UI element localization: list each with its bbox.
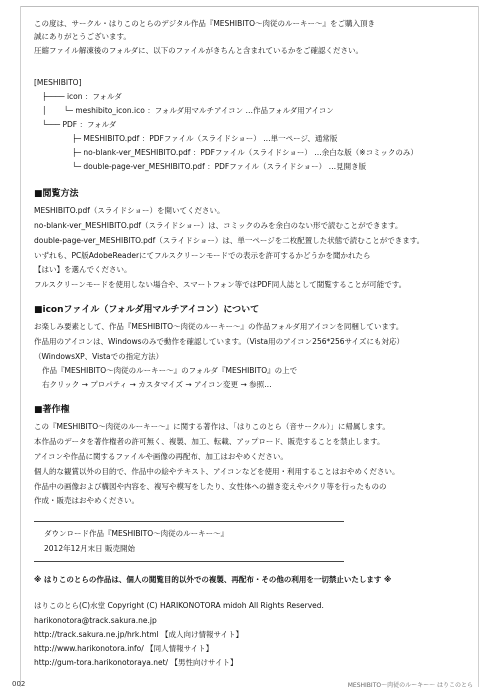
tree-pdf-file-3: └─ double-page-ver_MESHIBITO.pdf ：PDFファイル（スライドショー） …見開き版 <box>72 162 367 171</box>
page-border-left <box>20 6 21 687</box>
copyright-line-2: 本作品のデータを著作権者の許可無く、複製、加工、転載、アップロード、販売することを禁止します。 <box>34 437 385 446</box>
viewing-line-1: MESHIBITO.pdf（スライドショー）を開いてください。 <box>34 206 225 215</box>
page-number: 002 <box>12 680 26 688</box>
credits-link-2[interactable]: http://www.harikonotora.info/ 【同人情報サイト】 <box>34 644 214 653</box>
copyright-heading: ■著作権 <box>34 405 70 415</box>
tree-pdf-file-1: ├─ MESHIBITO.pdf ：PDFファイル（スライドショー） …単一ページ、通常版 <box>72 134 338 143</box>
intro-line-3: 圧縮ファイル解凍後のフォルダに、以下のファイルがきちんと含まれているかをご確認ください。 <box>34 46 364 55</box>
copyright-line-6: 作成・販売はおやめください。 <box>34 496 139 505</box>
credits-link-3[interactable]: http://gum-tora.harikonotoraya.net/ 【男性向けサイト】 <box>34 658 238 667</box>
icon-section-heading: ■iconファイル（フォルダ用マルチアイコン）について <box>34 305 260 315</box>
divider-top <box>34 521 344 522</box>
copyright-line-1: この『MESHIBITO～肉従のルーキー～』に関する著作は、「はりこのとら（音サークル）」に帰属します。 <box>34 422 390 431</box>
credits-link-1[interactable]: http://track.sakura.ne.jp/hrk.html 【成人向け情報サイト】 <box>34 630 244 639</box>
icon-line-4: 作品『MESHIBITO～肉従のルーキー～』のフォルダ『MESHIBITO』の上で <box>42 366 298 375</box>
icon-line-2: 作品用のアイコンは、Windowsのみで動作を確認しています。（Vista用のアイコン256*256サイズにも対応） <box>34 337 404 346</box>
viewing-heading: ■閲覧方法 <box>34 189 79 199</box>
viewing-line-4: いずれも、PC版AdobeReaderにてフルスクリーンモードでの表示を許可するかどうかを聞かれたら <box>34 251 371 260</box>
viewing-line-5: 【はい】を選んでください。 <box>34 265 132 274</box>
viewing-line-2: no-blank-ver_MESHIBITO.pdf（スライドショー）は、コミックのみを余白のない形で読むことができます。 <box>34 221 403 230</box>
tree-pdf-file-2: ├─ no-blank-ver_MESHIBITO.pdf ：PDFファイル（スライドショー） …余白な版（※コミックのみ） <box>72 148 418 157</box>
tree-icon-folder: ├──── icon ：フォルダ <box>42 92 122 101</box>
icon-line-5: 右クリック → プロパティ → カスタマイズ → アイコン変更 → 参照… <box>42 380 272 389</box>
credits-email: harikonotora@track.sakura.ne.jp <box>34 616 157 625</box>
footer-title: MESHIBITO～肉従のルーキー～ はりこのとら <box>347 682 473 689</box>
notice-text: ※ はりこのとらの作品は、個人の閲覧目的以外での複製、再配布・その他の利用を一切禁止いたします ※ <box>34 575 392 584</box>
divider-bottom <box>34 561 344 562</box>
copyright-line-3: アイコンや作品に関するファイルや画像の再配布、加工はおやめください。 <box>34 452 288 461</box>
viewing-line-6: フルスクリーンモードを使用しない場合や、スマートフォン等ではPDF同人誌として閲覧することが可能です。 <box>34 280 407 289</box>
download-date: 2012年12月末日 販売開始 <box>44 544 136 553</box>
download-title: ダウンロード作品『MESHIBITO～肉従のルーキー～』 <box>44 529 229 538</box>
intro-line-2: 誠にありがとうございます。 <box>34 32 131 41</box>
icon-line-1: お楽しみ要素として、作品『MESHIBITO～肉従のルーキー～』の作品フォルダ用アイコンを同梱しています。 <box>34 322 404 331</box>
viewing-line-3: double-page-ver_MESHIBITO.pdf（スライドショー）は、単一ページを二枚配置した状態で読むことができます。 <box>34 236 425 245</box>
tree-icon-file: │ └─ meshibito_icon.ico ：フォルダ用マルチアイコン …作品フォルダ用アイコン <box>42 106 334 115</box>
copyright-line-4: 個人的な観賞以外の目的で、作品中の絵やテキスト、アイコンなどを使用・利用することはおやめください。 <box>34 467 400 476</box>
icon-line-3: （WindowsXP、Vistaでの指定方法） <box>34 352 164 361</box>
page-border-top <box>20 6 479 7</box>
credits-copyright: はりこのとら(C)水堂 Copyright (C) HARIKONOTORA midoh All Rights Reserved. <box>34 601 324 610</box>
tree-pdf-folder: └─── PDF ：フォルダ <box>42 120 117 129</box>
page-border-right <box>478 6 479 687</box>
copyright-line-5: 作品中の画像および構図や内容を、複写や模写をしたり、女性体への描き変えやパクリ等を行ったものの <box>34 482 387 491</box>
tree-root: [MESHIBITO] <box>34 78 82 87</box>
intro-line-1: この度は、サークル・はりこのとらのデジタル作品『MESHIBITO～肉従のルーキー～』をご購入頂き <box>34 19 375 28</box>
